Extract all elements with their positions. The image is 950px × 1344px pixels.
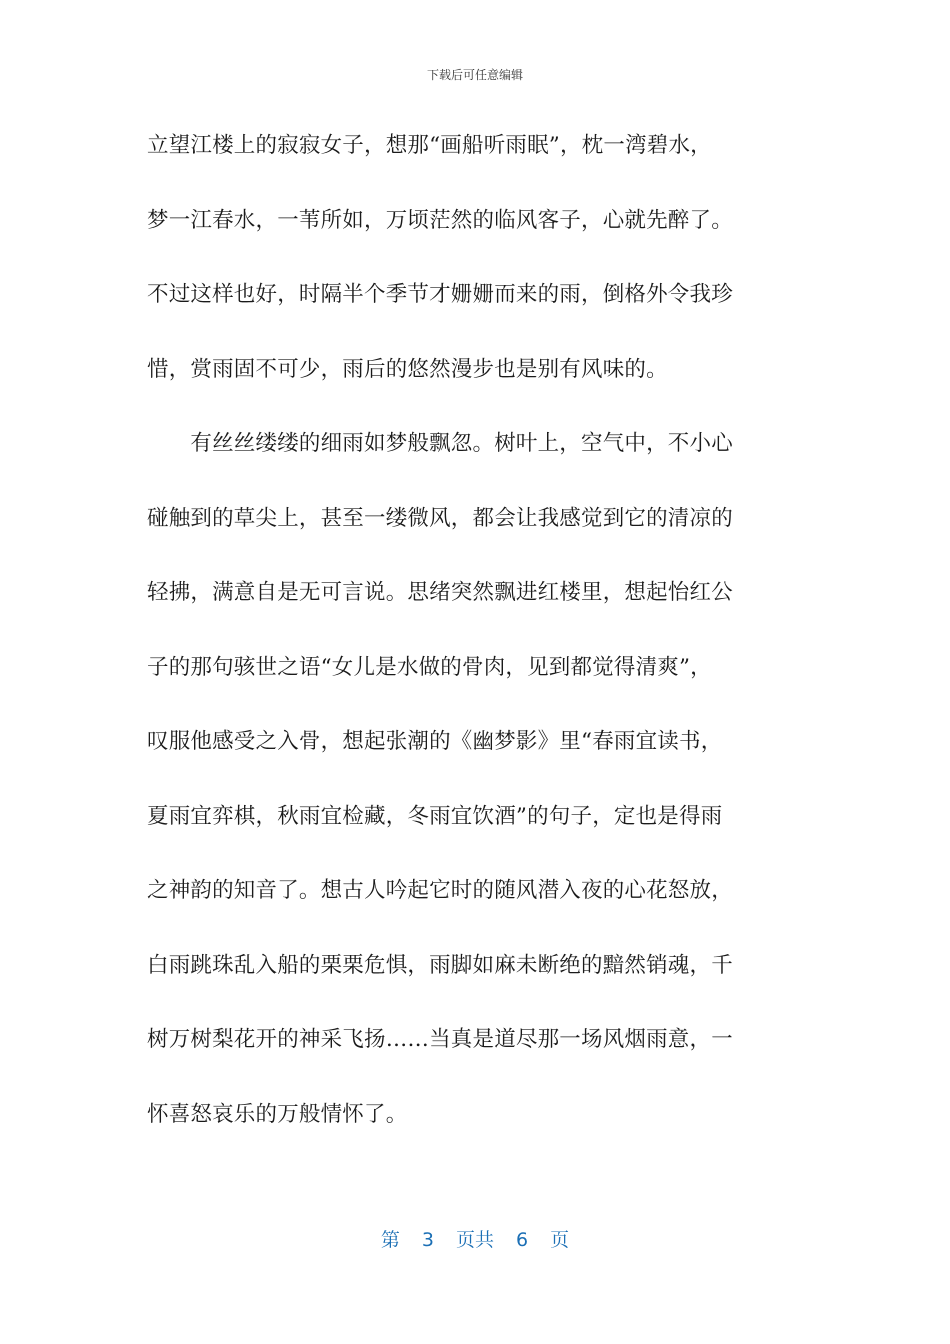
text-line: 树万树梨花开的神采飞扬……当真是道尽那一场风烟雨意，一: [147, 1027, 733, 1052]
footer-current-page: 3: [421, 1229, 434, 1251]
text-line: 怀喜怒哀乐的万般情怀了。: [147, 1101, 408, 1127]
footer-middle: 页共: [455, 1229, 494, 1251]
text-line: 子的那句骇世之语“女儿是水做的骨肉，见到都觉得清爽”，: [147, 654, 712, 680]
text-line: 梦一江春水，一苇所如，万顷茫然的临风客子，心就先醉了。: [147, 207, 733, 233]
text-line: 惜，赏雨固不可少，雨后的悠然漫步也是别有风味的。: [147, 356, 668, 382]
page-header: 下载后可任意编辑: [426, 68, 523, 82]
text-line: 夏雨宜弈棋，秋雨宜检藏，冬雨宜饮酒”的句子，定也是得雨: [147, 803, 723, 829]
footer-suffix: 页: [550, 1229, 570, 1251]
text-line: 有丝丝缕缕的细雨如梦般飘忽。树叶上，空气中，不小心: [147, 431, 733, 456]
text-line: 轻拂，满意自是无可言说。思绪突然飘进红楼里，想起怡红公: [147, 580, 733, 605]
page-footer: [0, 1225, 950, 1252]
body-text: [147, 126, 807, 1169]
footer-total-pages: 6: [516, 1229, 529, 1251]
text-line: 碰触到的草尖上，甚至一缕微风，都会让我感觉到它的清凉的: [147, 505, 733, 531]
footer-prefix: 第: [380, 1229, 400, 1251]
text-line: 立望江楼上的寂寂女子，想那“画船听雨眠”，枕一湾碧水，: [147, 133, 712, 158]
text-line: 白雨跳珠乱入船的栗栗危惧，雨脚如麻未断绝的黯然销魂，千: [147, 952, 733, 978]
text-line: 不过这样也好，时隔半个季节才姗姗而来的雨，倒格外令我珍: [147, 282, 733, 307]
text-line: 叹服他感受之入骨，想起张潮的《幽梦影》里“春雨宜读书，: [147, 729, 723, 754]
text-line: 之神韵的知音了。想古人吟起它时的随风潜入夜的心花怒放，: [147, 878, 733, 903]
